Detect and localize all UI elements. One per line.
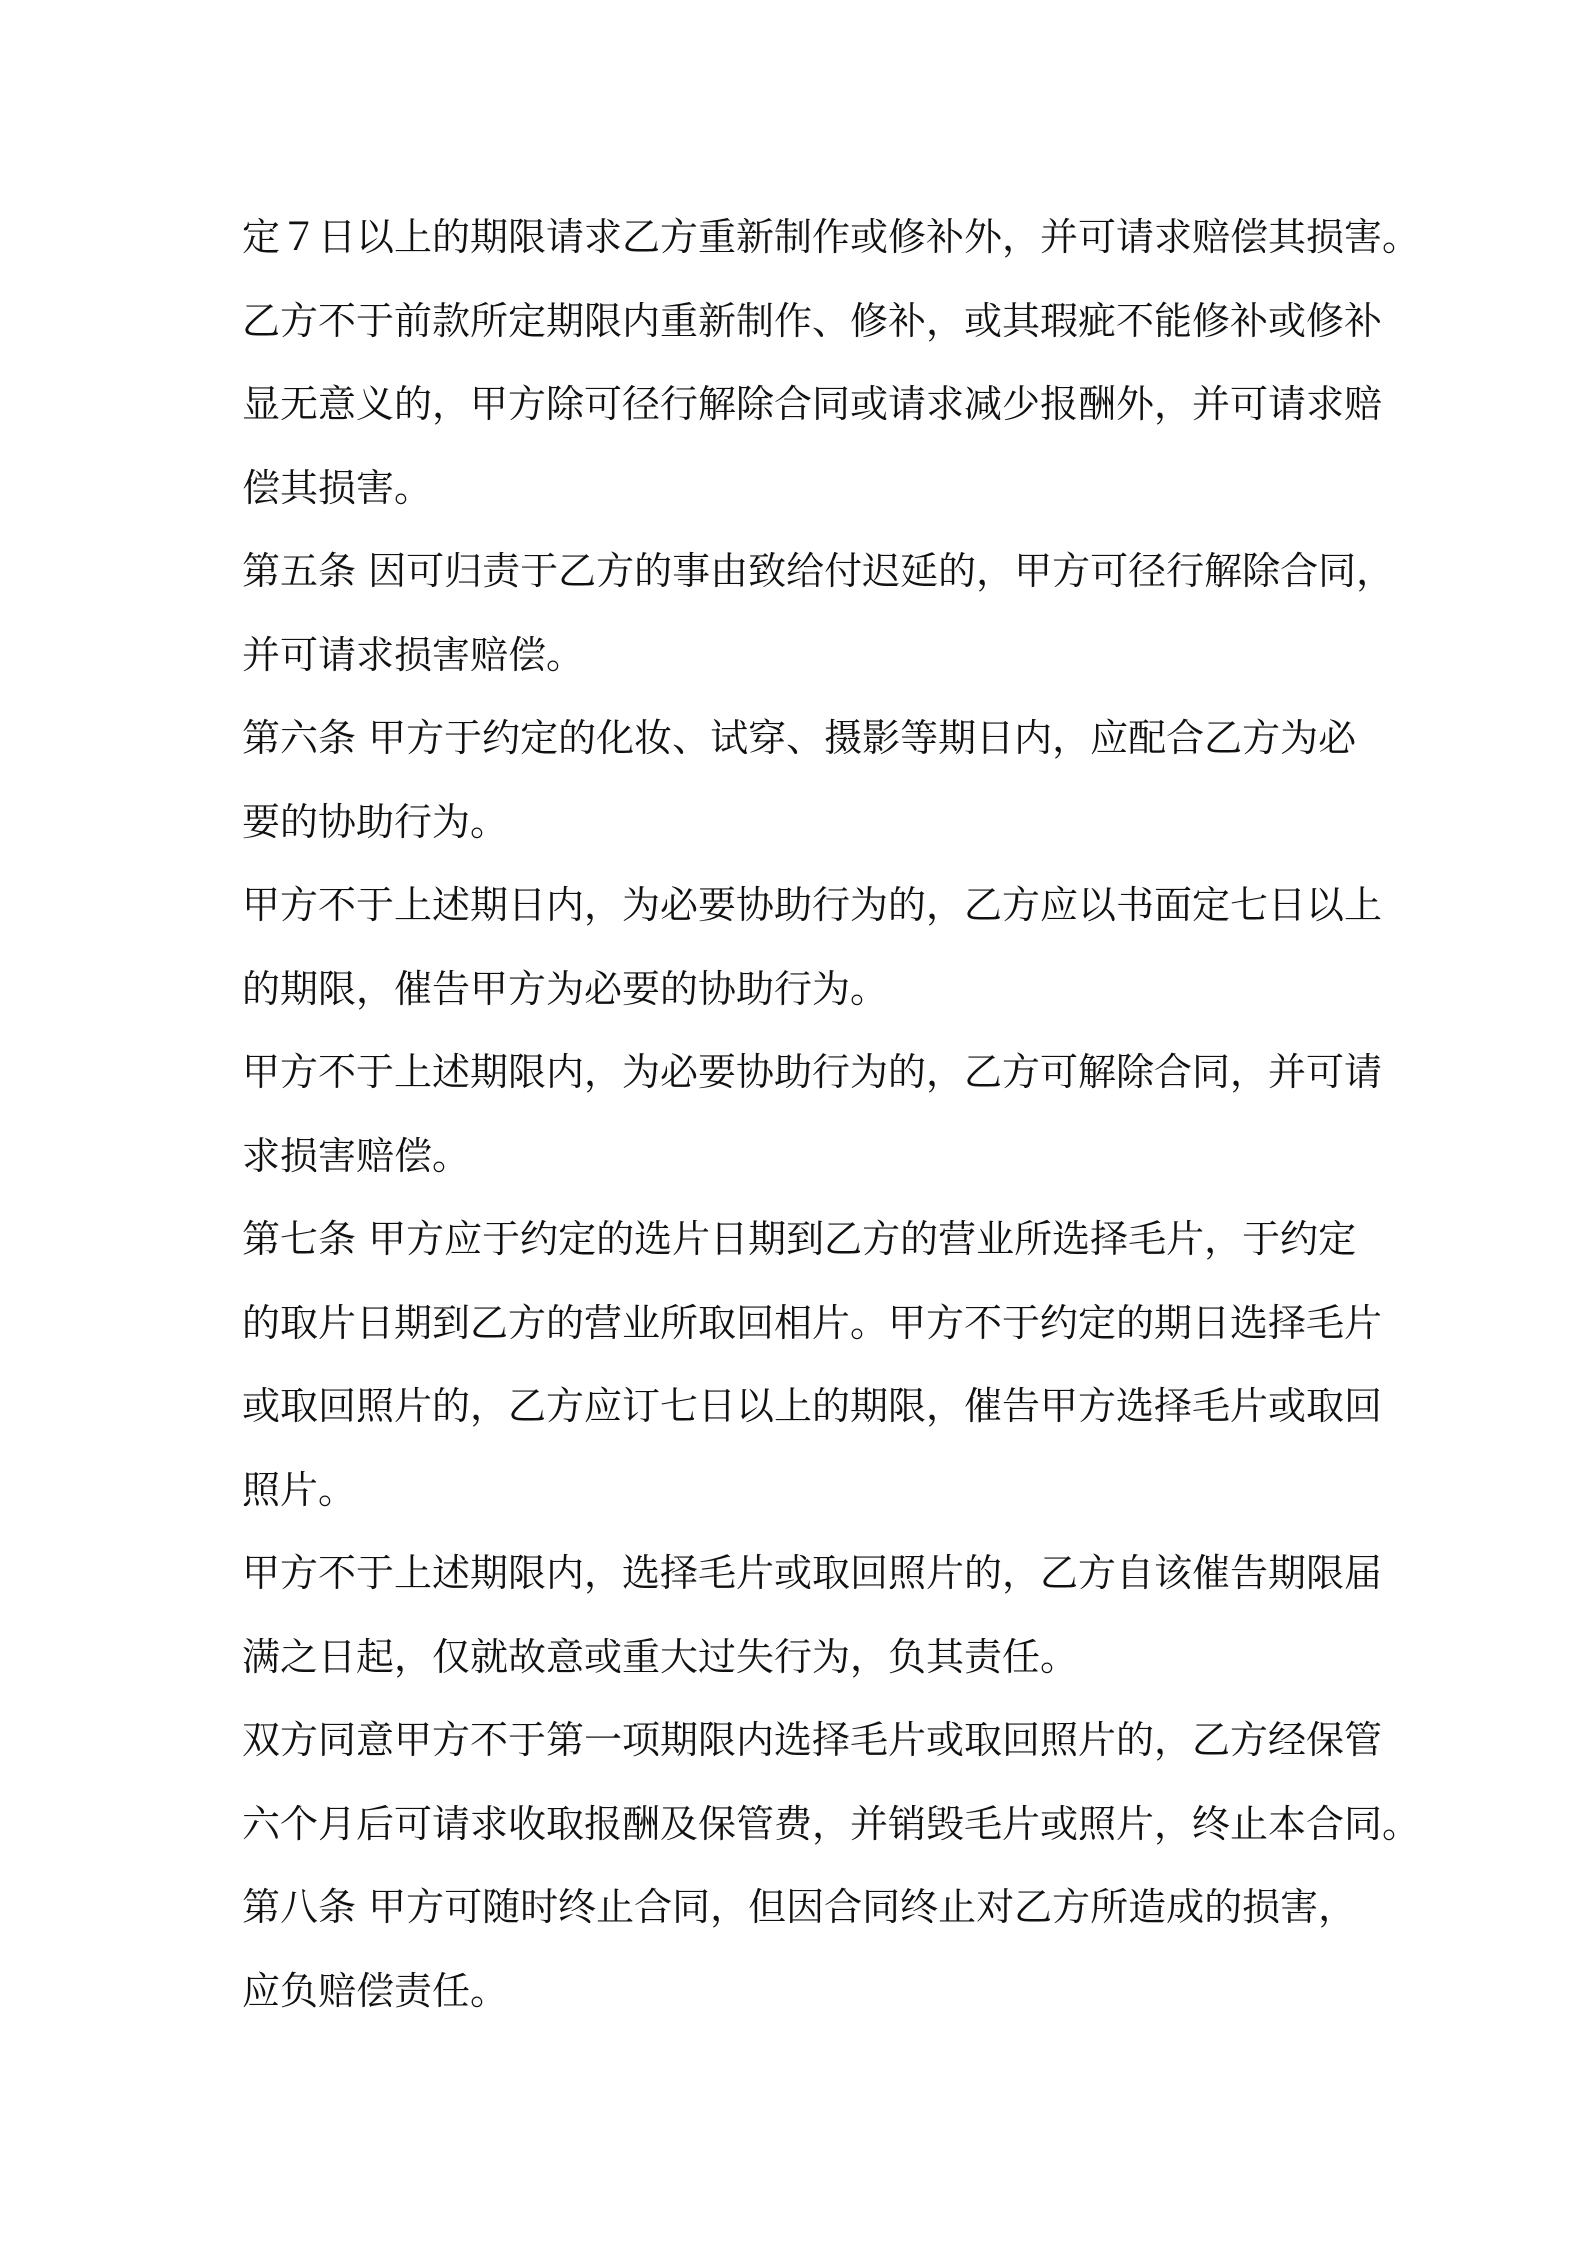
text-line: 甲方不于上述期限内，为必要协助行为的，乙方可解除合同，并可请 <box>242 1050 1383 1094</box>
text-line: 第五条 因可归责于乙方的事由致给付迟延的，甲方可径行解除合同， <box>242 549 1395 593</box>
text-line: 六个月后可请求收取报酬及保管费，并销毁毛片或照片，终止本合同。 <box>242 1801 1421 1846</box>
text-line: 或取回照片的，乙方应订七日以上的期限，催告甲方选择毛片或取回 <box>242 1384 1383 1428</box>
text-line: 偿其损害。 <box>242 465 433 510</box>
text-line: 并可请求损害赔偿。 <box>242 632 585 677</box>
text-line: 显无意义的，甲方除可径行解除合同或请求减少报酬外，并可请求赔 <box>242 382 1383 426</box>
text-line: 第八条 甲方可随时终止合同，但因合同终止对乙方所造成的损害， <box>242 1885 1357 1929</box>
text-line: 照片。 <box>242 1467 357 1512</box>
text-line: 的取片日期到乙方的营业所取回相片。甲方不于约定的期日选择毛片 <box>242 1300 1383 1345</box>
text-line: 满之日起，仅就故意或重大过失行为，负其责任。 <box>242 1634 1079 1679</box>
text-line: 双方同意甲方不于第一项期限内选择毛片或取回照片的，乙方经保管 <box>242 1718 1383 1762</box>
text-line: 应负赔偿责任。 <box>242 1968 509 2013</box>
text-line: 的期限，催告甲方为必要的协助行为。 <box>242 966 889 1011</box>
text-line: 甲方不于上述期日内，为必要协助行为的，乙方应以书面定七日以上 <box>242 883 1383 927</box>
text-line: 要的协助行为。 <box>242 799 509 844</box>
text-line: 第六条 甲方于约定的化妆、试穿、摄影等期日内，应配合乙方为必 <box>242 716 1357 760</box>
document-body <box>242 196 1421 2033</box>
text-line: 定７日以上的期限请求乙方重新制作或修补外，并可请求赔偿其损害。 <box>242 215 1421 259</box>
text-line: 甲方不于上述期限内，选择毛片或取回照片的，乙方自该催告期限届 <box>242 1551 1383 1595</box>
text-line: 乙方不于前款所定期限内重新制作、修补，或其瑕疵不能修补或修补 <box>242 298 1383 343</box>
text-line: 求损害赔偿。 <box>242 1133 471 1178</box>
text-line: 第七条 甲方应于约定的选片日期到乙方的营业所选择毛片，于约定 <box>242 1217 1357 1261</box>
